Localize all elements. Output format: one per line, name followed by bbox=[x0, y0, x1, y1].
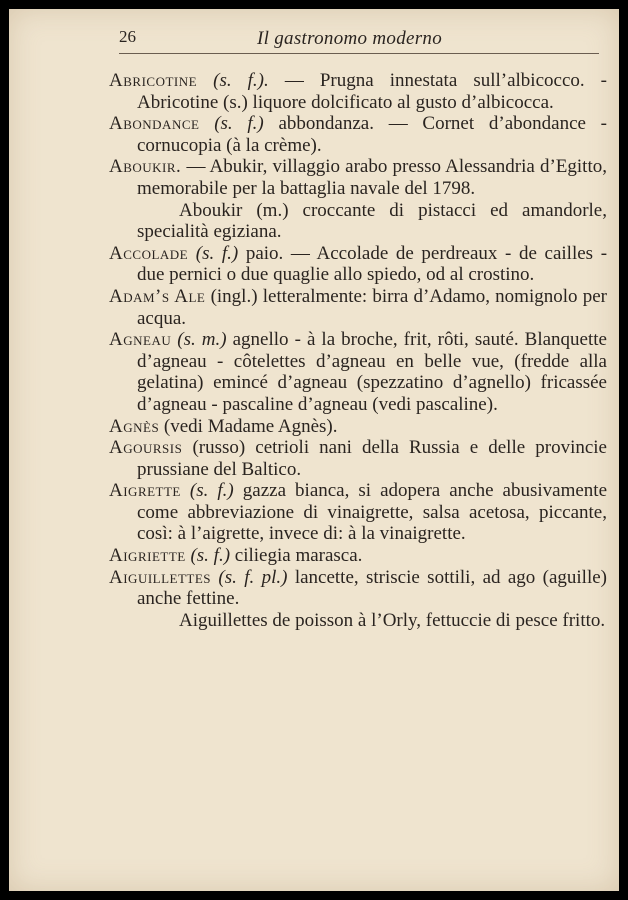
entry-grammar: (s. m.) bbox=[177, 329, 227, 351]
entry-headword: Adam’s Ale bbox=[109, 285, 206, 307]
entry-headword: Aboukir. bbox=[109, 156, 182, 178]
entry-abricotine bbox=[109, 70, 607, 113]
entry-grammar: (s. f.). bbox=[213, 70, 269, 91]
entry-grammar: (s. f.) bbox=[214, 113, 264, 135]
entry-text: (russo) cetrioli nani della Russia e delle provincie prussiane del Baltico. bbox=[137, 437, 607, 480]
entry-headword: Aiguillettes bbox=[109, 566, 212, 588]
entry-headword: Aigriette bbox=[109, 545, 186, 567]
entry-agneau bbox=[109, 329, 607, 415]
entry-aboukir-sub bbox=[109, 200, 607, 243]
entry-headword: Abricotine bbox=[109, 70, 198, 91]
entry-text: Aiguillettes de poisson à l’Orly, fettuccie di pesce fritto. bbox=[179, 609, 606, 631]
entry-text: agnello - à la broche, frit, rôti, sauté. Blanquette d’agneau - côtelettes d’agneau en belle vue, (fredde alla gelatina) emincé d’agneau (spezzatino d’agnello) fricassée d’agneau - pascaline d’agneau (vedi pascaline). bbox=[137, 329, 607, 415]
entry-grammar: (s. f.) bbox=[195, 242, 239, 264]
dictionary-entries bbox=[109, 70, 607, 631]
entry-text: ciliegia marasca. bbox=[230, 545, 363, 567]
entry-text: Aboukir (m.) croccante di pistacci ed amandorle, specialità egiziana. bbox=[137, 199, 607, 243]
entry-text: (vedi Madame Agnès). bbox=[159, 415, 338, 437]
entry-text: — Abukir, villaggio arabo presso Alessandria d’Egitto, memorabile per la battaglia navale del 1798. bbox=[137, 156, 607, 199]
entry-text: (ingl.) letteralmente: birra d’Adamo, nomignolo per acqua. bbox=[137, 285, 607, 329]
entry-headword: Abondance bbox=[109, 113, 200, 135]
entry-headword: Agneau bbox=[109, 329, 172, 351]
entry-grammar: (s. f.) bbox=[189, 480, 234, 502]
header-rule bbox=[119, 53, 599, 54]
entry-text: paio. — Accolade de perdreaux - de cailles - due pernici o due quaglie allo spiedo, od al crostino. bbox=[137, 242, 608, 286]
entry-agnes bbox=[109, 416, 607, 438]
entry-grammar: (s. f. pl.) bbox=[218, 566, 288, 588]
entry-adams-ale bbox=[109, 286, 607, 329]
entry-grammar: (s. f.) bbox=[190, 545, 231, 567]
entry-text: lancette, striscie sottili, ad ago (aguille) anche fettine. bbox=[137, 566, 608, 610]
entry-agoursis bbox=[109, 437, 607, 480]
entry-headword: Agnès bbox=[109, 415, 160, 437]
entry-text: abbondanza. — Cornet d’abondance - cornucopia (à la crème). bbox=[137, 113, 607, 156]
book-page bbox=[9, 9, 619, 891]
entry-accolade bbox=[109, 243, 607, 286]
entry-text: gazza bianca, si adopera anche abusivamente come abbreviazione di vinaigrette, salsa acetosa, piccante, così: à l’aigrette, invece di: à la vinaigrette. bbox=[137, 480, 608, 545]
entry-text: — Prugna innestata sull’albicocco. - Abricotine (s.) liquore dolcificato al gusto d’albicocca. bbox=[137, 70, 608, 113]
page-number: 26 bbox=[119, 27, 136, 46]
entry-aiguillettes-sub bbox=[109, 610, 607, 632]
entry-aigriette bbox=[109, 545, 607, 567]
entry-headword: Agoursis bbox=[109, 437, 183, 459]
entry-aiguillettes bbox=[109, 567, 607, 610]
running-title: Il gastronomo moderno bbox=[257, 28, 443, 49]
entry-headword: Accolade bbox=[109, 242, 189, 264]
entry-abondance bbox=[109, 113, 607, 156]
page-header bbox=[9, 19, 619, 49]
entry-headword: Aigrette bbox=[109, 480, 181, 502]
entry-aboukir bbox=[109, 156, 607, 199]
entry-aigrette bbox=[109, 480, 607, 545]
